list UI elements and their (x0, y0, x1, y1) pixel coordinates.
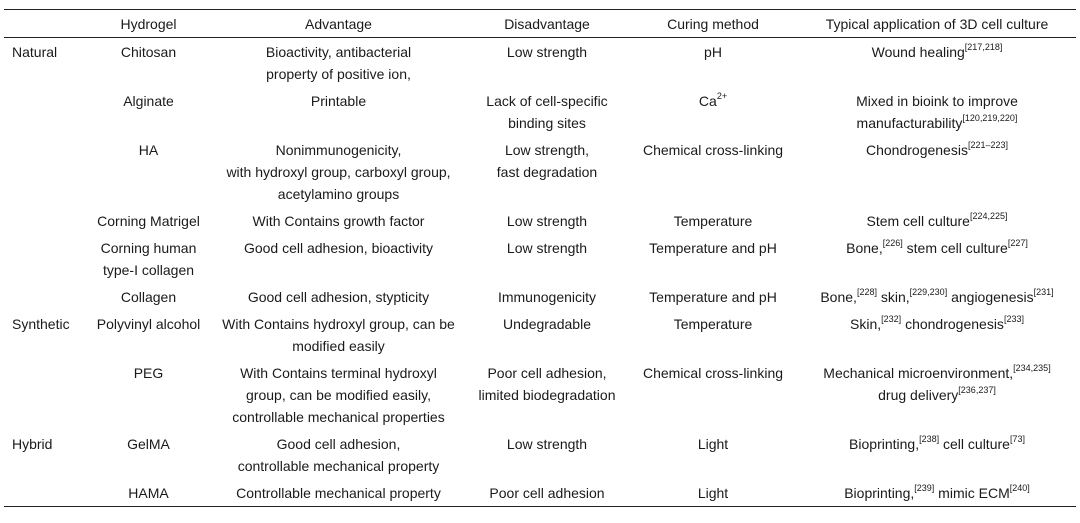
application-line (798, 482, 1076, 504)
header-disadvantage: Disadvantage (466, 10, 628, 38)
table-row (4, 234, 1076, 283)
hydrogel-line: Collagen (120, 289, 177, 305)
application-line (798, 286, 1076, 308)
cell-advantage (211, 359, 466, 430)
cell-advantage (211, 234, 466, 283)
application-text: Bone, (846, 240, 883, 256)
cell-disadvantage (466, 234, 628, 283)
application-line (798, 384, 1076, 406)
table-row (4, 136, 1076, 207)
application-line (798, 139, 1076, 161)
advantage-line: acetylamino groups (277, 186, 400, 202)
hydrogel-line: HAMA (128, 485, 169, 501)
application-text: Skin, (850, 316, 882, 332)
citation: [232] (881, 314, 902, 325)
disadvantage-line: Low strength (506, 44, 588, 60)
advantage-line: With Contains terminal hydroxyl (240, 365, 437, 381)
disadvantage-line: Poor cell adhesion, (487, 365, 607, 381)
citation: [233] (1003, 314, 1024, 325)
hydrogel-line: type-I collagen (102, 262, 195, 278)
advantage-line: Nonimmunogenicity, (275, 142, 402, 158)
table-row (4, 87, 1076, 136)
hydrogel-line: Polyvinyl alcohol (96, 316, 201, 332)
cell-curing-method (628, 38, 798, 88)
application-text: stem cell culture (902, 240, 1008, 256)
application-text: Mixed in bioink to improve (856, 93, 1018, 109)
cell-category: Natural (12, 44, 58, 60)
application-text: Bone, (820, 289, 857, 305)
cell-application (798, 430, 1076, 479)
disadvantage-line: fast degradation (496, 164, 598, 180)
cell-hydrogel (86, 359, 211, 430)
citation: [73] (1009, 434, 1025, 445)
citation: [231] (1033, 287, 1054, 298)
cell-hydrogel (86, 38, 211, 88)
cell-category (4, 207, 86, 234)
application-line (798, 210, 1076, 232)
application-text: Wound healing (871, 44, 965, 60)
cell-disadvantage (466, 310, 628, 359)
cell-curing-method (628, 207, 798, 234)
header-advantage: Advantage (211, 10, 466, 38)
disadvantage-line: Low strength (506, 213, 588, 229)
application-line (798, 112, 1076, 134)
disadvantage-line: binding sites (508, 115, 586, 131)
citation: [227] (1007, 238, 1028, 249)
citation: [229,230] (909, 287, 948, 298)
cell-advantage (211, 87, 466, 136)
advantage-line: Printable (310, 93, 367, 109)
application-text: angiogenesis (947, 289, 1034, 305)
curing-text: Temperature (673, 213, 753, 229)
citation: [234,235] (1013, 363, 1051, 374)
cell-curing-method (628, 87, 798, 136)
cell-category: Hybrid (12, 436, 53, 452)
cell-advantage (211, 479, 466, 507)
application-line (798, 362, 1076, 384)
cell-disadvantage (466, 87, 628, 136)
cell-advantage (211, 310, 466, 359)
curing-text: Ca (698, 93, 717, 109)
advantage-line: group, can be modified easily, (246, 387, 431, 403)
disadvantage-line: Low strength (506, 436, 588, 452)
cell-curing-method (628, 359, 798, 430)
cell-hydrogel (86, 234, 211, 283)
cell-category (4, 283, 86, 310)
citation: [239] (914, 483, 935, 494)
application-line (798, 313, 1076, 335)
advantage-line: property of positive ion, (266, 66, 411, 82)
hydrogel-line: PEG (133, 365, 164, 381)
cell-application (798, 310, 1076, 359)
cell-advantage (211, 207, 466, 234)
application-text: mimic ECM (934, 485, 1010, 501)
cell-hydrogel (86, 207, 211, 234)
citation: [228] (856, 287, 877, 298)
cell-category (4, 87, 86, 136)
advantage-line: modified easily (292, 338, 385, 354)
hydrogel-table (4, 9, 1076, 507)
cell-application (798, 207, 1076, 234)
application-text: drug delivery (878, 387, 959, 403)
cell-disadvantage (466, 479, 628, 507)
disadvantage-line: Poor cell adhesion (489, 485, 605, 501)
cell-hydrogel (86, 310, 211, 359)
cell-curing-method (628, 430, 798, 479)
hydrogel-line: Corning human (100, 240, 197, 256)
table-row (4, 359, 1076, 430)
table-row (4, 207, 1076, 234)
citation: [120,219,220] (962, 113, 1018, 124)
disadvantage-line: Low strength (506, 240, 588, 256)
advantage-line: Good cell adhesion, (276, 436, 401, 452)
table-row (4, 283, 1076, 310)
application-text: cell culture (939, 436, 1010, 452)
advantage-line: Good cell adhesion, stypticity (247, 289, 430, 305)
curing-text: Light (697, 436, 729, 452)
advantage-line: Good cell adhesion, bioactivity (243, 240, 434, 256)
application-text: Bioprinting, (844, 485, 915, 501)
table-row (4, 38, 1076, 88)
header-application: Typical application of 3D cell culture (798, 10, 1076, 38)
application-line (798, 90, 1076, 112)
table-row (4, 479, 1076, 507)
hydrogel-line: Alginate (123, 93, 174, 109)
curing-text: Light (697, 485, 729, 501)
cell-advantage (211, 283, 466, 310)
header-curing-method: Curing method (628, 10, 798, 38)
cell-disadvantage (466, 207, 628, 234)
cell-disadvantage (466, 38, 628, 88)
citation: [236,237] (958, 385, 996, 396)
advantage-line: Bioactivity, antibacterial (265, 44, 412, 60)
application-text: Mechanical microenvironment, (823, 365, 1014, 381)
table-row (4, 310, 1076, 359)
disadvantage-line: Lack of cell-specific (486, 93, 608, 109)
cell-curing-method (628, 283, 798, 310)
cell-hydrogel (86, 136, 211, 207)
cell-curing-method (628, 136, 798, 207)
cell-application (798, 359, 1076, 430)
citation: [240] (1009, 483, 1030, 494)
hydrogel-line: GelMA (127, 436, 170, 452)
cell-disadvantage (466, 283, 628, 310)
advantage-line: controllable mechanical property (237, 458, 440, 474)
cell-curing-method (628, 310, 798, 359)
cell-application (798, 283, 1076, 310)
cell-hydrogel (86, 87, 211, 136)
curing-text: Chemical cross-linking (642, 365, 784, 381)
application-text: chondrogenesis (901, 316, 1004, 332)
table-body (4, 38, 1076, 507)
citation: [226] (882, 238, 903, 249)
hydrogel-line: HA (138, 142, 159, 158)
citation: [217,218] (964, 42, 1003, 53)
citation: [238] (919, 434, 940, 445)
advantage-line: With Contains growth factor (252, 213, 425, 229)
application-text: manufacturability (856, 115, 963, 131)
application-line (798, 41, 1076, 63)
advantage-line: controllable mechanical properties (232, 409, 445, 425)
cell-category (4, 234, 86, 283)
curing-text: pH (704, 44, 722, 60)
curing-text: Temperature (673, 316, 753, 332)
cell-application (798, 87, 1076, 136)
curing-text: Temperature and pH (649, 289, 777, 305)
citation: [221–223] (967, 140, 1008, 151)
application-line (798, 433, 1076, 455)
hydrogel-line: Corning Matrigel (97, 213, 200, 229)
curing-text: Chemical cross-linking (642, 142, 784, 158)
header-category (4, 10, 86, 38)
cell-application (798, 136, 1076, 207)
header-hydrogel: Hydrogel (86, 10, 211, 38)
cell-advantage (211, 430, 466, 479)
hydrogel-line: Chitosan (120, 44, 177, 60)
cell-curing-method (628, 479, 798, 507)
disadvantage-line: Undegradable (503, 316, 591, 332)
advantage-line: with hydroxyl group, carboxyl group, (226, 164, 451, 180)
table-header-row (4, 10, 1076, 38)
advantage-line: Controllable mechanical property (236, 485, 441, 501)
application-line (798, 237, 1076, 259)
citation: [224,225] (969, 211, 1008, 222)
cell-application (798, 479, 1076, 507)
disadvantage-line: Low strength, (504, 142, 590, 158)
curing-text: Temperature and pH (649, 240, 777, 256)
disadvantage-line: Immunogenicity (497, 289, 597, 305)
cell-advantage (211, 136, 466, 207)
advantage-line: With Contains hydroxyl group, can be (222, 316, 455, 332)
cell-category (4, 359, 86, 430)
application-text: Bioprinting, (849, 436, 920, 452)
cell-disadvantage (466, 136, 628, 207)
cell-curing-method (628, 234, 798, 283)
cell-application (798, 234, 1076, 283)
cell-advantage (211, 38, 466, 88)
curing-superscript: 2+ (716, 91, 728, 102)
cell-disadvantage (466, 430, 628, 479)
cell-category (4, 479, 86, 507)
cell-hydrogel (86, 430, 211, 479)
cell-disadvantage (466, 359, 628, 430)
cell-category (4, 136, 86, 207)
application-text: Stem cell culture (866, 213, 970, 229)
disadvantage-line: limited biodegradation (478, 387, 616, 403)
table-row (4, 430, 1076, 479)
application-text: Chondrogenesis (865, 142, 968, 158)
application-text: skin, (876, 289, 910, 305)
cell-category: Synthetic (12, 316, 70, 332)
cell-hydrogel (86, 283, 211, 310)
cell-hydrogel (86, 479, 211, 507)
cell-application (798, 38, 1076, 88)
